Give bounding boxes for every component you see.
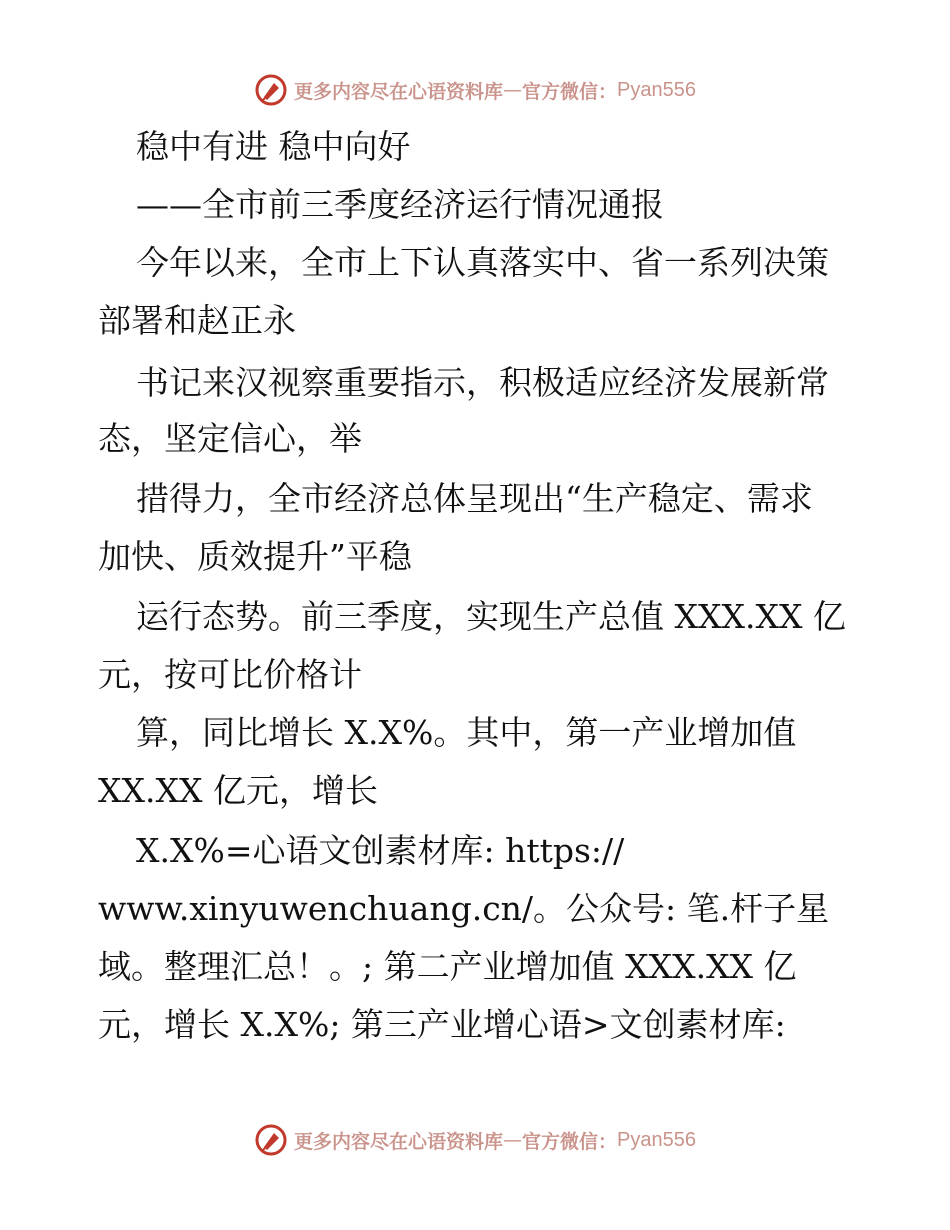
- pen-nib-logo-icon: [254, 1123, 288, 1157]
- banner-wechat-id: Pyan556: [617, 1128, 696, 1151]
- doc-line: XX.XX 亿元，增长: [98, 771, 378, 810]
- doc-line: X.X%=心语文创素材库: https://: [136, 831, 625, 870]
- banner-title: 更多内容尽在心语资料库: [294, 80, 504, 103]
- doc-line: www.xinyuwenchuang.cn/。公众号: 笔.杆子星: [98, 889, 830, 928]
- banner-wechat-label: 官方微信：: [522, 1130, 618, 1153]
- doc-line: 态，坚定信心，举: [98, 419, 362, 458]
- banner-separator: —: [503, 1129, 523, 1151]
- footer-banner: [0, 1120, 950, 1160]
- pen-nib-logo-icon: [254, 73, 288, 107]
- doc-line: 算，同比增长 X.X%。其中，第一产业增加值: [136, 713, 797, 752]
- doc-line: 元，增长 X.X%; 第三产业增心语>文创素材库:: [98, 1005, 786, 1044]
- doc-title: 稳中有进 稳中向好: [136, 127, 411, 166]
- doc-line: 措得力，全市经济总体呈现出“生产稳定、需求: [136, 479, 813, 518]
- banner-separator: —: [503, 79, 523, 101]
- doc-line: 域。整理汇总！。; 第二产业增加值 XXX.XX 亿: [98, 947, 797, 986]
- doc-line: 今年以来，全市上下认真落实中、省一系列决策: [136, 243, 829, 282]
- doc-line: 部署和赵正永: [98, 301, 296, 340]
- doc-line: 元，按可比价格计: [98, 655, 362, 694]
- doc-subtitle: ——全市前三季度经济运行情况通报: [136, 185, 664, 224]
- banner-wechat-label: 官方微信：: [522, 80, 618, 103]
- header-banner: [0, 70, 950, 110]
- doc-line: 运行态势。前三季度，实现生产总值 XXX.XX 亿: [136, 597, 846, 636]
- doc-line: 加快、质效提升”平稳: [98, 537, 412, 576]
- doc-line: 书记来汉视察重要指示，积极适应经济发展新常: [136, 363, 829, 402]
- banner-wechat-id: Pyan556: [617, 78, 696, 101]
- banner-title: 更多内容尽在心语资料库: [294, 1130, 504, 1153]
